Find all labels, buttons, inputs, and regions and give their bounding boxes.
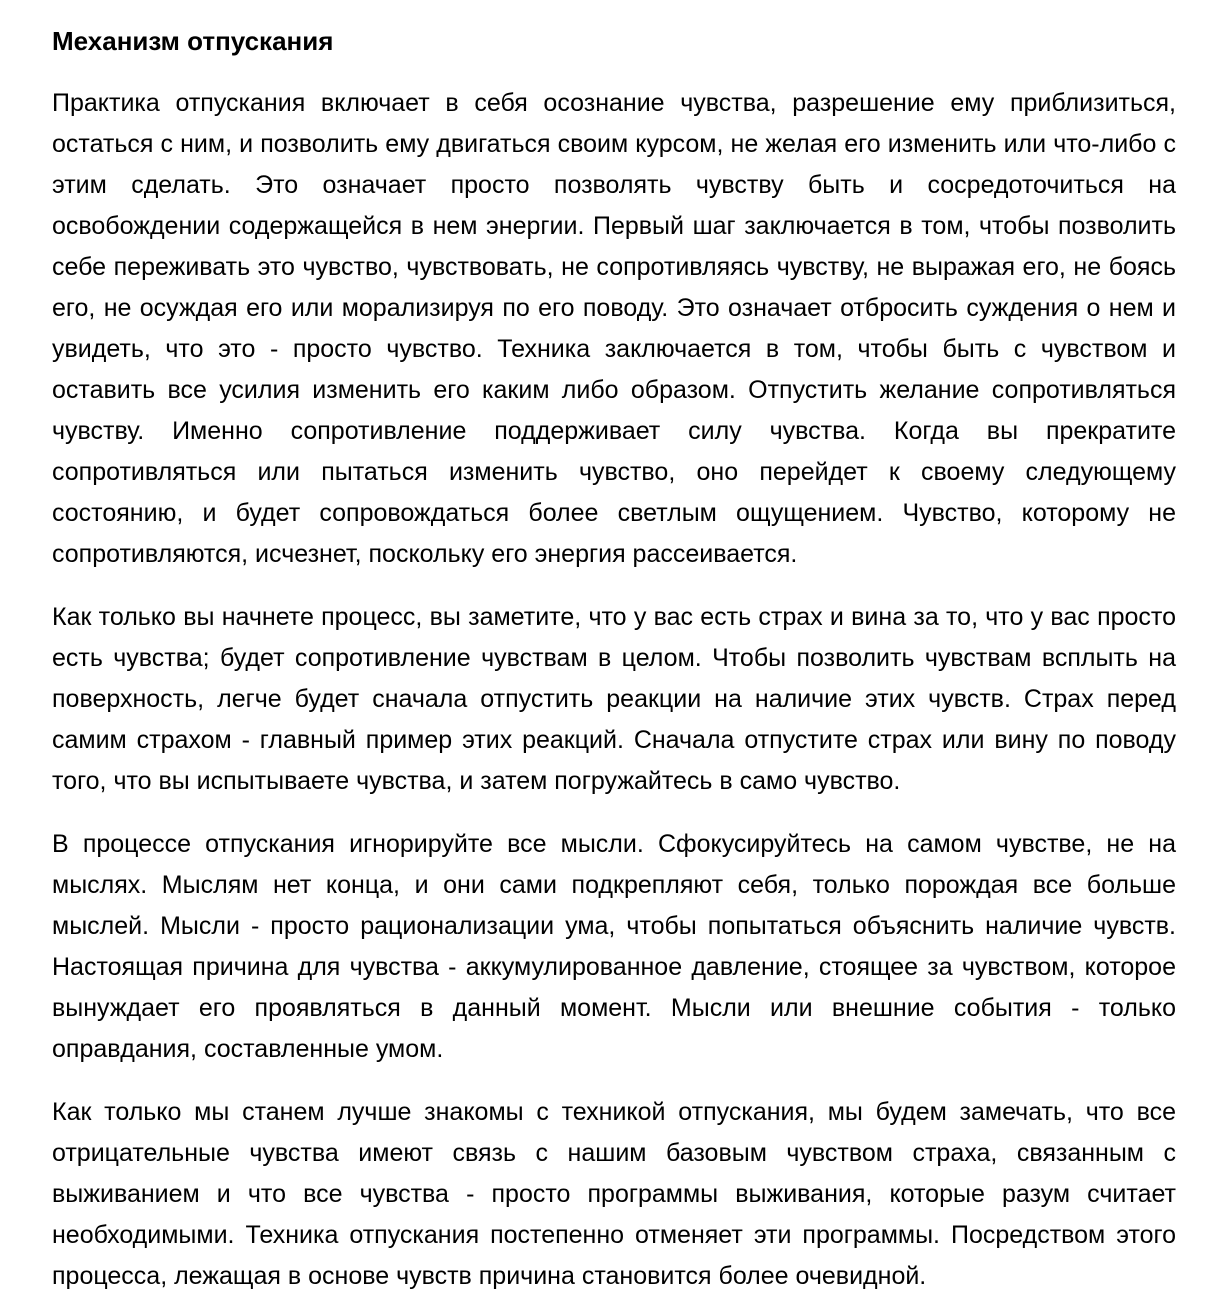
page-title: Механизм отпускания (52, 26, 334, 56)
paragraph-letting-go-practice: Практика отпускания включает в себя осознание чувства, разрешение ему приблизиться, остаться с ним, и позволить ему двигаться своим курсом, не желая его изменить или что-либо с этим сделать. Это означает просто позволять чувству быть и сосредоточиться на освобождении содержащейся в нем энергии. Первый шаг заключается в том, чтобы позволить себе переживать это чувство, чувствовать, не сопротивляясь чувству, не выражая его, не боясь его, не осуждая его или морализируя по его поводу. Это означает отбросить суждения о нем и увидеть, что это - просто чувство. Техника заключается в том, чтобы быть с чувством и оставить все усилия изменить его каким либо образом. Отпустить желание сопротивляться чувству. Именно сопротивление поддерживает силу чувства. Когда вы прекратите сопротивляться или пытаться изменить чувство, оно перейдет к своему следующему состоянию, и будет сопровождаться более светлым ощущением. Чувство, которому не сопротивляются, исчезнет, поскольку его энергия рассеивается. (52, 89, 1176, 568)
paragraph-ignore-thoughts: В процессе отпускания игнорируйте все мысли. Сфокусируйтесь на самом чувстве, не на мыслях. Мыслям нет конца, и они сами подкрепляют себя, только порождая все больше мыслей. Мысли - просто рационализации ума, чтобы попытаться объяснить наличие чувств. Настоящая причина для чувства - аккумулированное давление, стоящее за чувством, которое вынуждает его проявляться в данный момент. Мысли или внешние события - только оправдания, составленные умом. (52, 830, 1176, 1063)
paragraph-fear-and-guilt: Как только вы начнете процесс, вы заметите, что у вас есть страх и вина за то, что у вас просто есть чувства; будет сопротивление чувствам в целом. Чтобы позволить чувствам всплыть на поверхность, легче будет сначала отпустить реакции на наличие этих чувств. Страх перед самим страхом - главный пример этих реакций. Сначала отпустите страх или вину по поводу того, что вы испытываете чувства, и затем погружайтесь в само чувство. (52, 603, 1176, 795)
paragraph-survival-programs: Как только мы станем лучше знакомы с техникой отпускания, мы будем замечать, что все отрицательные чувства имеют связь с нашим базовым чувством страха, связанным с выживанием и что все чувства - просто программы выживания, которые разум считает необходимыми. Техника отпускания постепенно отменяет эти программы. Посредством этого процесса, лежащая в основе чувств причина становится более очевидной. (52, 1098, 1176, 1290)
